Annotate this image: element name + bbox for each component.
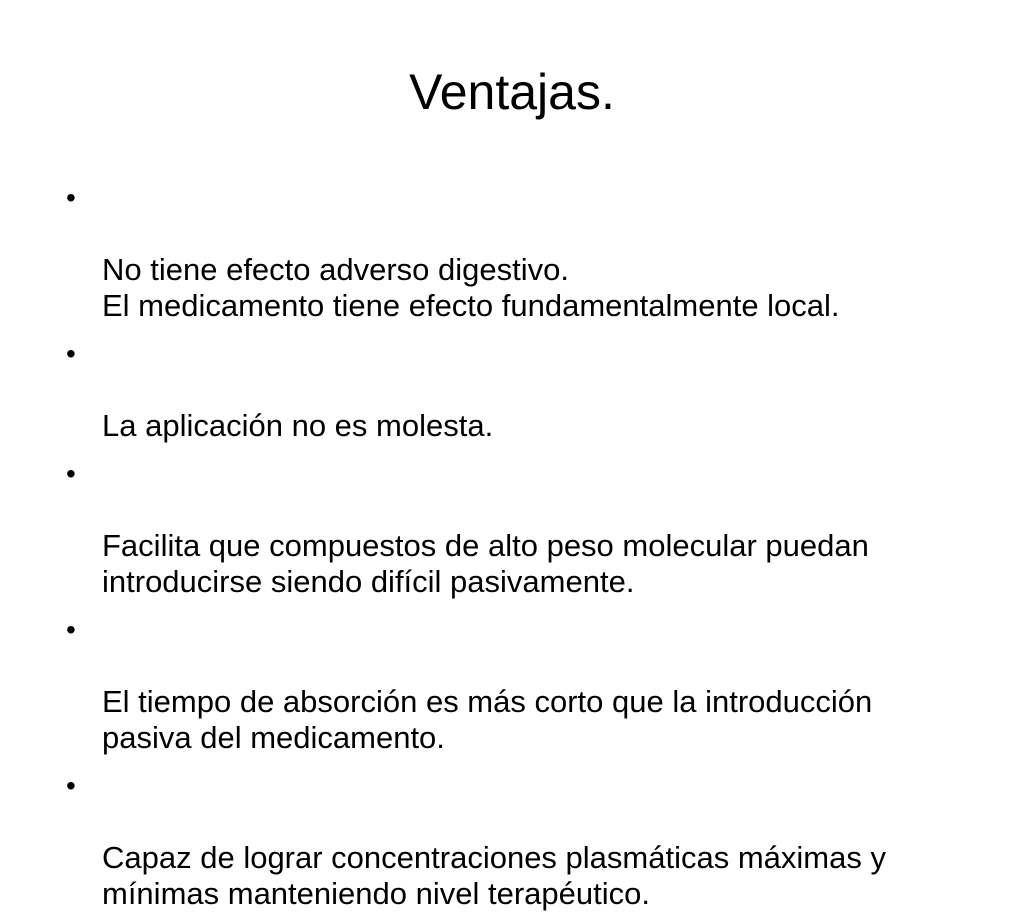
bullet-text: La aplicación no es molesta. (102, 408, 494, 443)
bullet-icon: • (66, 614, 76, 645)
bullet-text: No tiene efecto adverso digestivo. El medicamento tiene efecto fundamentalmente local. (102, 252, 840, 323)
bullet-item (66, 612, 966, 756)
bullet-text: Capaz de lograr concentraciones plasmáticas máximas y mínimas manteniendo nivel terapéutico. (102, 840, 886, 911)
bullet-list (66, 180, 966, 924)
bullet-icon: • (66, 182, 76, 213)
slide-title: Ventajas. (409, 64, 615, 120)
bullet-text: Facilita que compuestos de alto peso molecular puedan introducirse siendo difícil pasivamente. (102, 528, 869, 599)
bullet-item (66, 768, 966, 912)
bullet-item (66, 336, 966, 444)
bullet-icon: • (66, 770, 76, 801)
bullet-icon: • (66, 338, 76, 369)
bullet-icon: • (66, 458, 76, 489)
bullet-item (66, 456, 966, 600)
bullet-item (66, 180, 966, 324)
bullet-text: El tiempo de absorción es más corto que la introducción pasiva del medicamento. (102, 684, 873, 755)
